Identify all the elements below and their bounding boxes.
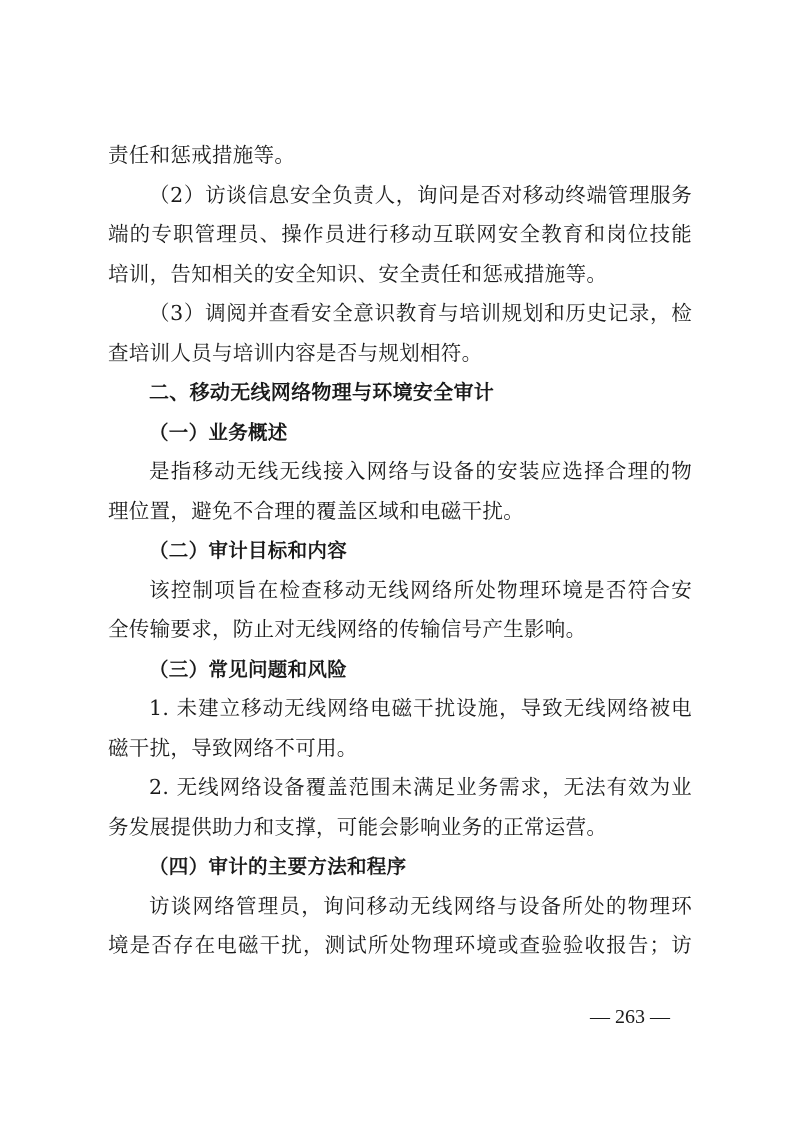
paragraph-line: 1. 未建立移动无线网络电磁干扰设施，导致无线网络被电 (149, 696, 692, 720)
paragraph-line: （3）调阅并查看安全意识教育与培训规划和历史记录，检 (149, 301, 692, 325)
paragraph-line: 理位置，避免不合理的覆盖区域和电磁干扰。 (108, 498, 524, 523)
paragraph-line: 境是否存在电磁干扰，测试所处物理环境或查验验收报告；访 (108, 933, 692, 957)
subsection-heading: （二）审计目标和内容 (149, 539, 348, 562)
paragraph-line: 是指移动无线无线接入网络与设备的安装应选择合理的物 (149, 459, 692, 483)
paragraph-line: 端的专职管理员、操作员进行移动互联网安全教育和岗位技能 (108, 222, 692, 246)
subsection-heading: （三）常见问题和风险 (149, 657, 348, 681)
subsection-heading: （四）审计的主要方法和程序 (149, 855, 407, 878)
paragraph-line: 务发展提供助力和支撑，可能会影响业务的正常运营。 (108, 814, 608, 839)
page-number: — 263 — (590, 1006, 670, 1028)
paragraph-line: 全传输要求，防止对无线网络的传输信号产生影响。 (108, 617, 587, 641)
paragraph-line: 查培训人员与培训内容是否与规划相符。 (108, 340, 483, 365)
paragraph-line: 责任和惩戒措施等。 (108, 143, 296, 167)
paragraph-line: 2. 无线网络设备覆盖范围未满足业务需求，无法有效为业 (149, 775, 692, 799)
section-heading: 二、移动无线网络物理与环境安全审计 (149, 380, 495, 404)
paragraph-line: 培训，告知相关的安全知识、安全责任和惩戒措施等。 (108, 261, 608, 286)
paragraph-line: 磁干扰，导致网络不可用。 (108, 735, 358, 760)
subsection-heading: （一）业务概述 (149, 420, 288, 444)
paragraph-line: （2）访谈信息安全负责人，询问是否对移动终端管理服务 (149, 182, 692, 207)
paragraph-line: 访谈网络管理员，询问移动无线网络与设备所处的物理环 (149, 893, 692, 918)
paragraph-line: 该控制项旨在检查移动无线网络所处物理环境是否符合安 (149, 577, 692, 602)
body-text (108, 136, 692, 966)
